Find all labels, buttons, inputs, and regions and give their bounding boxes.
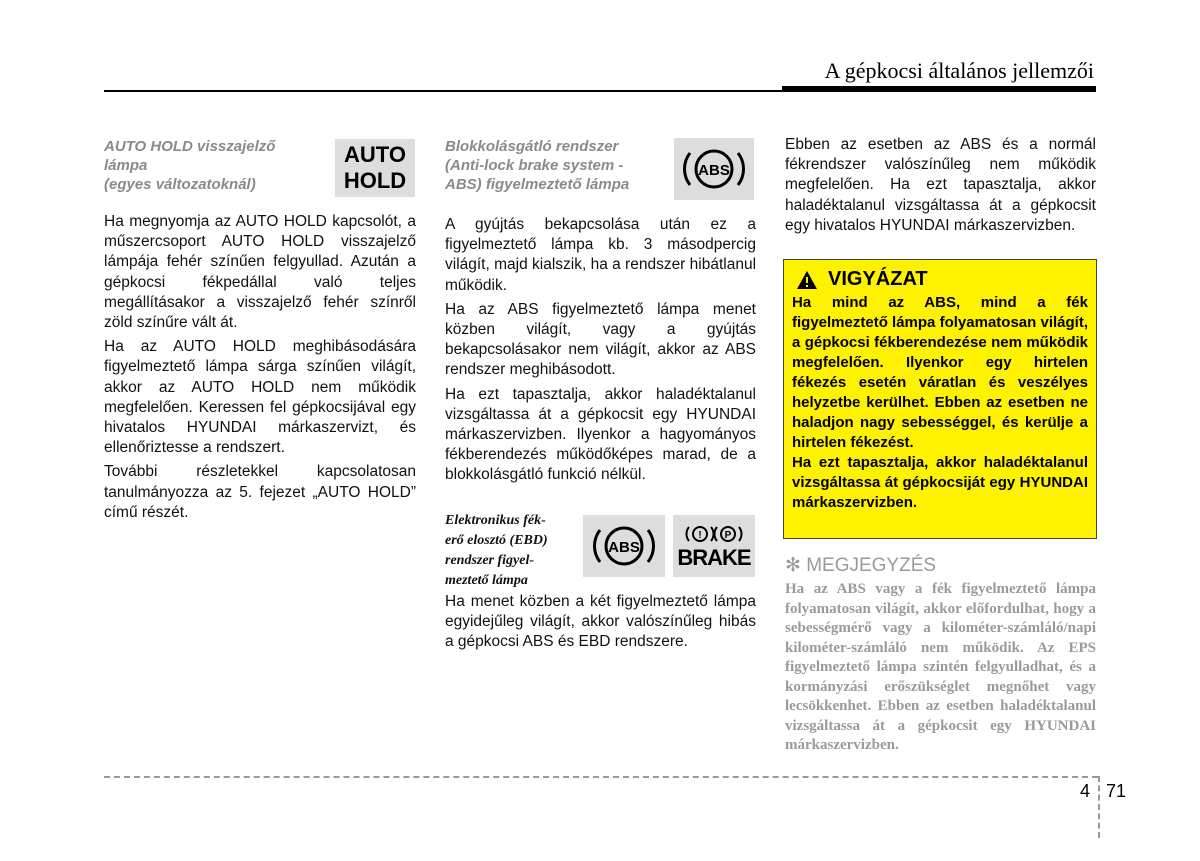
auto-hold-badge-line-2: HOLD bbox=[343, 168, 407, 193]
note-title: ✻ MEGJEGYZÉS bbox=[785, 555, 937, 576]
ebd-title-line-2: erő elosztó (EBD) bbox=[445, 533, 548, 548]
abs-ebd-icon-label: ABS bbox=[608, 539, 640, 556]
auto-hold-indicator-icon bbox=[335, 139, 415, 197]
brake-warning-icon bbox=[673, 515, 755, 577]
abs-icon-label: ABS bbox=[698, 162, 730, 179]
footer-dashed-rule bbox=[104, 776, 1098, 778]
abs-ebd-intro bbox=[785, 135, 1096, 240]
abs-warning-icon bbox=[674, 138, 754, 200]
abs-section-title bbox=[445, 137, 670, 194]
abs-paragraph-3: Ha ezt tapasztalja, akkor haladéktalanul vizsgáltassa át a gépkocsit egy HYUNDAI márkaszervizben. Ilyenkor a hagyományos fékberendezés működőképes marad, de a blokkolásgátló funkció nélkül. bbox=[445, 385, 756, 484]
warning-triangle-icon bbox=[796, 270, 818, 290]
warning-box bbox=[783, 259, 1097, 539]
ebd-title-line-1: Elektronikus fék- bbox=[445, 513, 546, 528]
auto-hold-title-line-1: AUTO HOLD visszajelző bbox=[104, 138, 276, 155]
abs-title-line-2: (Anti-lock brake system - bbox=[445, 157, 624, 174]
ebd-title-line-3: rendszer figyel- bbox=[445, 553, 535, 568]
abs-title-line-3: ABS) figyelmeztető lámpa bbox=[445, 176, 630, 193]
warning-paragraph-2: Ha ezt tapasztalja, akkor haladéktalanul vizsgáltassa át gépkocsiját egy HYUNDAI márkaszervizben. bbox=[792, 454, 1088, 511]
intro-paragraph: Ebben az esetben az ABS és a normál fékrendszer valószínűleg nem működik megfelelően. Ha ezt tapasztalja, akkor haladéktalanul vizsgáltassa át a gépkocsit egy hivatalos HYUNDAI márkaszervizben. bbox=[785, 136, 1096, 234]
warning-header bbox=[796, 268, 1088, 291]
auto-hold-paragraph-2: Ha az AUTO HOLD meghibásodására figyelmeztető lámpa sárga színűen világít, akkor az AUTO HOLD nem működik megfelelően. Keressen fel gépkocsijával egy hivatalos HYUNDAI márkaszervizt, és ellenőriztesse a rendszert. bbox=[104, 338, 416, 457]
auto-hold-paragraph-3: További részletekkel kapcsolatosan tanulmányozza az 5. fejezet „AUTO HOLD” című részét. bbox=[104, 463, 416, 521]
ebd-section-title bbox=[445, 511, 580, 591]
abs-paragraph-2: Ha az ABS figyelmeztető lámpa menet közben világít, vagy a gyújtás bekapcsolásakor nem világít, akkor az ABS rendszer meghibásodott. bbox=[445, 300, 756, 379]
auto-hold-badge-line-1: AUTO bbox=[344, 142, 406, 167]
auto-hold-section-title bbox=[104, 137, 329, 194]
auto-hold-body bbox=[104, 212, 416, 527]
note-text: Ha az ABS vagy a fék figyelmeztető lámpa folyamatosan világít, akkor előfordulhat, hogy a sebességmérő vagy a kilométer-számláló/napi kilométer-számláló nem működik. Az EPS figyelmeztető lámpa szintén felgyulladhat, és a kormányzási erőszükséglet megnőhet vagy lecsökkenhet. Ebben az esetben haladéktalanul vizsgáltassa át a gépkocsit egy HYUNDAI márkaszervizben. bbox=[785, 581, 1096, 753]
ebd-paragraph: Ha menet közben a két figyelmeztető lámpa egyidejűleg világít, akkor valószínűleg hibás a gépkocsi ABS és EBD rendszere. bbox=[445, 593, 756, 651]
abs-ebd-icon bbox=[583, 515, 665, 577]
auto-hold-paragraph-1: Ha megnyomja az AUTO HOLD kapcsolót, a műszercsoport AUTO HOLD visszajelző lámpája fehér színűen felgyullad. Azután a gépkocsi fékpedállal való teljes megállításakor a visszajelző fehér színről zöld színűre vált át. bbox=[104, 213, 416, 332]
page-header-title: A gépkocsi általános jellemzői bbox=[824, 58, 1094, 83]
ebd-body bbox=[445, 592, 756, 657]
abs-paragraph-1: A gyújtás bekapcsolása után ez a figyelmeztető lámpa kb. 3 másodpercig világít, majd kialszik, ha a rendszer hibátlanul működik. bbox=[445, 216, 757, 294]
warning-title: VIGYÁZAT bbox=[828, 268, 928, 290]
abs-body bbox=[445, 215, 756, 490]
header-rule-thin bbox=[104, 90, 784, 92]
abs-title-line-1: Blokkolásgátló rendszer bbox=[445, 138, 619, 155]
warning-paragraph-1: Ha mind az ABS, mind a fék figyelmeztető lámpa folyamatosan világít, a gépkocsi fékberendezése nem működik megfelelően. Ilyenkor egy hirtelen fékezés esetén váratlan és veszélyes helyzetbe kerülhet. Ebben az esetben ne haladjon nagy sebességgel, és kerülje a hirtelen fékezést. bbox=[792, 294, 1088, 451]
footer-dashed-divider bbox=[1098, 776, 1100, 838]
ebd-title-line-4: meztető lámpa bbox=[445, 573, 528, 588]
auto-hold-title-line-2: lámpa bbox=[104, 157, 148, 174]
header-rule-thick bbox=[782, 86, 1096, 92]
brake-symbols-icon bbox=[678, 522, 750, 546]
svg-text:P: P bbox=[724, 530, 732, 541]
svg-text:!: ! bbox=[698, 530, 702, 541]
auto-hold-title-line-3: (egyes változatoknál) bbox=[104, 176, 256, 193]
page-number: 71 bbox=[1106, 781, 1127, 801]
chapter-number: 4 bbox=[1080, 781, 1091, 801]
brake-icon-label: BRAKE bbox=[677, 545, 751, 570]
